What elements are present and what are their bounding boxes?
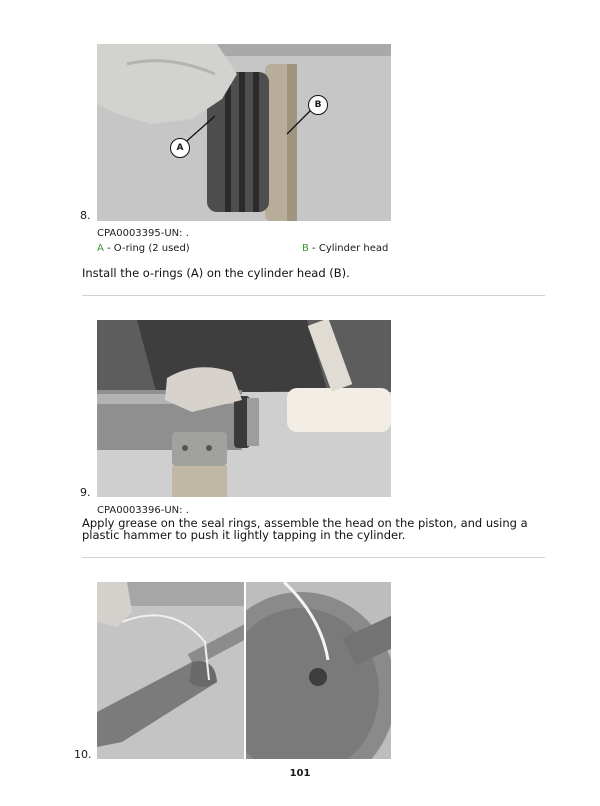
legend-text-a: - O-ring (2 used) bbox=[103, 243, 190, 254]
step-10-photo-right bbox=[246, 582, 391, 759]
legend-key-b: B bbox=[302, 243, 309, 254]
step-8-number: 8. bbox=[80, 209, 91, 222]
step-8-caption: CPA0003395-UN: . bbox=[97, 228, 189, 239]
page-number: 101 bbox=[289, 768, 311, 779]
legend-key-a: A bbox=[97, 243, 104, 254]
divider bbox=[82, 557, 545, 558]
step-9-caption: CPA0003396-UN: . bbox=[97, 505, 189, 516]
step-9-photo bbox=[97, 320, 391, 497]
step-10-number: 10. bbox=[74, 748, 92, 761]
legend-text-b: - Cylinder head bbox=[308, 243, 389, 254]
step-8-photo bbox=[97, 44, 391, 221]
callout-b: B bbox=[308, 95, 328, 115]
divider bbox=[82, 295, 545, 296]
step-8-legend-b bbox=[302, 243, 388, 254]
step-8-legend-a bbox=[97, 243, 190, 254]
step-8-instruction: Install the o-rings (A) on the cylinder head (B). bbox=[82, 266, 350, 280]
step-9-instruction: Apply grease on the seal rings, assemble the head on the piston, and using a plastic hammer to push it lightly tapping in the cylinder. bbox=[82, 516, 528, 542]
step-10-photo-left bbox=[97, 582, 244, 759]
step-9-number: 9. bbox=[80, 486, 91, 499]
callout-a: A bbox=[170, 138, 190, 158]
